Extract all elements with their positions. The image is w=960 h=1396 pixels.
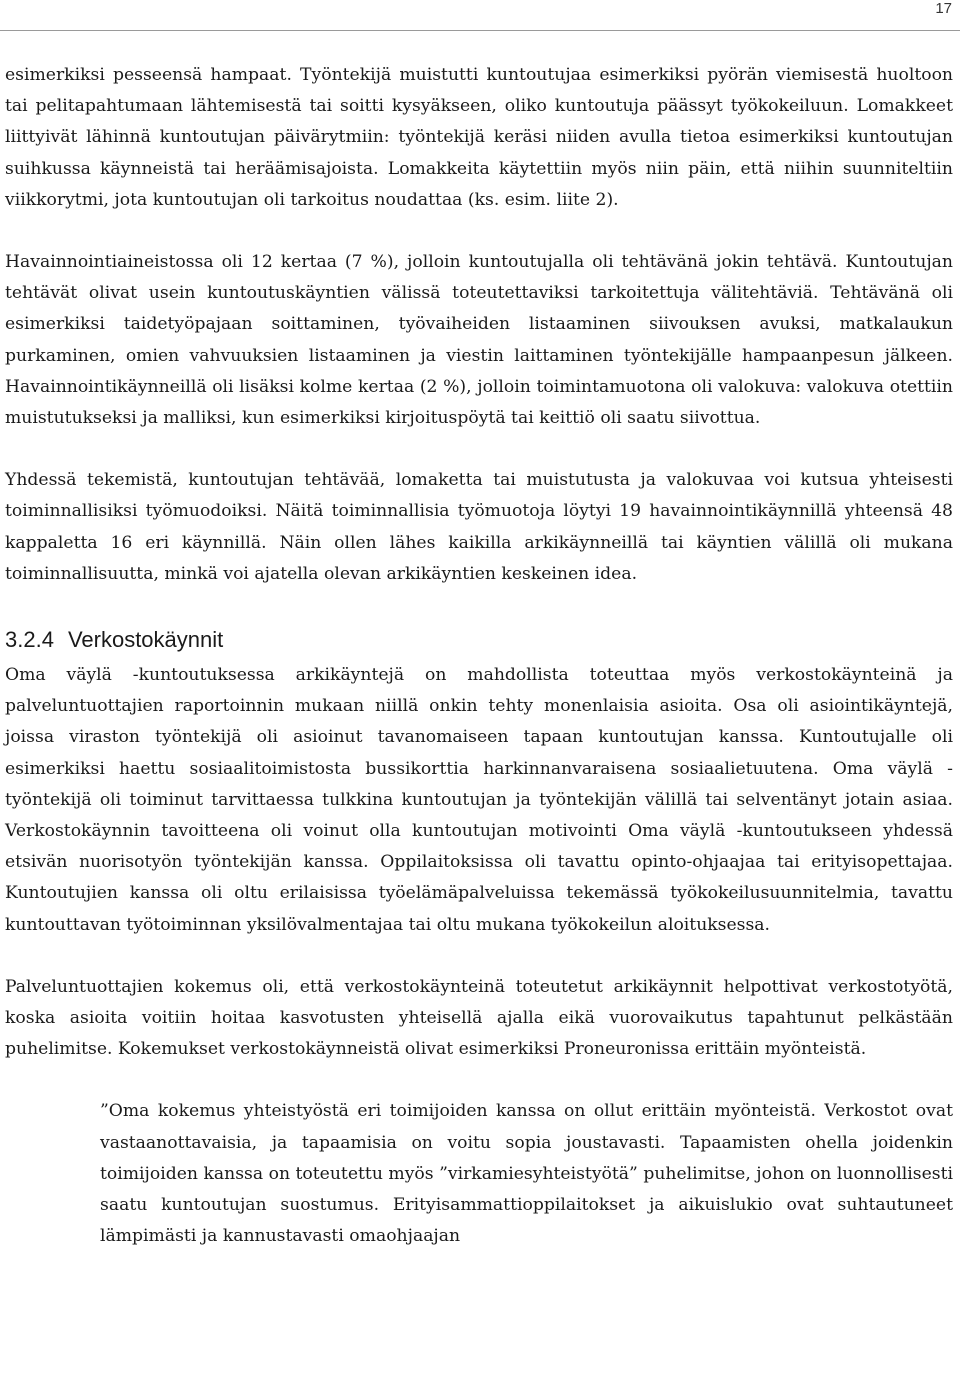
paragraph-tasks: Havainnointiaineistossa oli 12 kertaa (7 %), jolloin kuntoutujalla oli tehtävänä jokin tehtävä. Kuntoutujan tehtävät olivat usein kuntoutuskäyntien välissä toteutettaviksi tarkoitettuja välitehtäviä. Tehtävänä oli esimerkiksi taidetyöpajaan soittaminen, työvaiheiden listaaminen siivouksen avuksi, matkalaukun purkaminen, omien vahvuuksien listaaminen ja viestin laittaminen työntekijälle hampaanpesun jälkeen. Havainnointikäynneillä oli lisäksi kolme kertaa (2 %), jolloin toimintamuotona oli valokuva: valokuva otettiin muistutukseksi ja malliksi, kun esimerkiksi kirjoituspöytä tai keittiö oli saatu siivottua. <box>5 252 953 429</box>
section-heading <box>5 620 953 660</box>
section-number: 3.2.4 <box>5 627 54 653</box>
paragraph-functional-methods: Yhdessä tekemistä, kuntoutujan tehtävää, lomaketta tai muistutusta ja valokuvaa voi kutsua yhteisesti toiminnallisiksi työmuodoiksi. Näitä toiminnallisia työmuotoja löytyi 19 havainnointikäynnillä yhteensä 48 kappaletta 16 eri käynnillä. Näin ollen lähes kaikilla arkikäynneillä tai käyntien välillä oli mukana toiminnallisuutta, minkä voi ajatella olevan arkikäyntien keskeinen idea. <box>5 470 953 584</box>
quote-text: ”Oma kokemus yhteistyöstä eri toimijoiden kanssa on ollut erittäin myönteistä. Verkostot ovat vastaanottavaisia, ja tapaamisia on voitu sopia joustavasti. Tapaamisten ohella joidenkin toimijoiden kanssa on toteutettu myös ”virkamiesyhteistyötä” puhelimitse, johon on luonnollisesti saatu kuntoutujan suostumus. Erityisammattioppilaitokset ja aikuislukio ovat suhtautuneet lämpimästi ja kannustavasti omaohjaajan <box>100 1101 953 1247</box>
paragraph-network-visits: Oma väylä -kuntoutuksessa arkikäyntejä on mahdollista toteuttaa myös verkostokäynteinä ja palveluntuottajien raportoinnin mukaan niillä onkin tehty monenlaisia asioita. Osa oli asiointikäyntejä, joissa viraston työntekijä oli asioinut tavanomaiseen tapaan kuntoutujan kanssa. Kuntoutujalle oli esimerkiksi haettu sosiaalitoimistosta bussikorttia harkinnanvaraisena sosiaalietuutena. Oma väylä -työntekijä oli toiminut tarvittaessa tulkkina kuntoutujan ja työntekijän välillä tai selventänyt jotain asiaa. Verkostokäynnin tavoitteena oli voinut olla kuntoutujan motivointi Oma väylä -kuntoutukseen yhdessä etsivän nuorisotyön työntekijän kanssa. Oppilaitoksissa oli tavattu opinto-ohjaajaa tai erityisopettajaa. Kuntoutujien kanssa oli oltu erilaisissa työelämäpalveluissa tekemässä työkokeilusuunnitelmia, tavattu kuntouttavan työtoiminnan yksilövalmentajaa tai oltu mukana työkokeilun aloituksessa. <box>5 665 953 935</box>
paragraph-provider-experience: Palveluntuottajien kokemus oli, että verkostokäynteinä toteutetut arkikäynnit helpottivat verkostotyötä, koska asioita voitiin hoitaa kasvotusten yhteisellä ajalla eikä vuorovaikutus tapahtunut pelkästään puhelimitse. Kokemukset verkostokäynneistä olivat esimerkiksi Proneuronissa erittäin myönteistä. <box>5 976 953 1060</box>
page-body <box>5 60 953 1253</box>
page-number: 17 <box>935 0 952 17</box>
block-quote <box>100 1096 953 1252</box>
header-rule <box>0 30 960 31</box>
paragraph-reminders-forms: esimerkiksi pesseensä hampaat. Työntekijä muistutti kuntoutujaa esimerkiksi pyörän viemisestä huoltoon tai pelitapahtumaan lähtemisestä tai soitti kysyäkseen, oliko kuntoutuja päässyt työkokeiluun. Lomakkeet liittyivät lähinnä kuntoutujan päivärytmiin: työntekijä keräsi niiden avulla tietoa esimerkiksi kuntoutujan suihkussa käynneistä tai heräämisajoista. Lomakkeita käytettiin myös niin päin, että niihin suunniteltiin viikkorytmi, jota kuntoutujan oli tarkoitus noudattaa (ks. esim. liite 2). <box>5 65 953 210</box>
section-title: Verkostokäynnit <box>67 627 224 653</box>
